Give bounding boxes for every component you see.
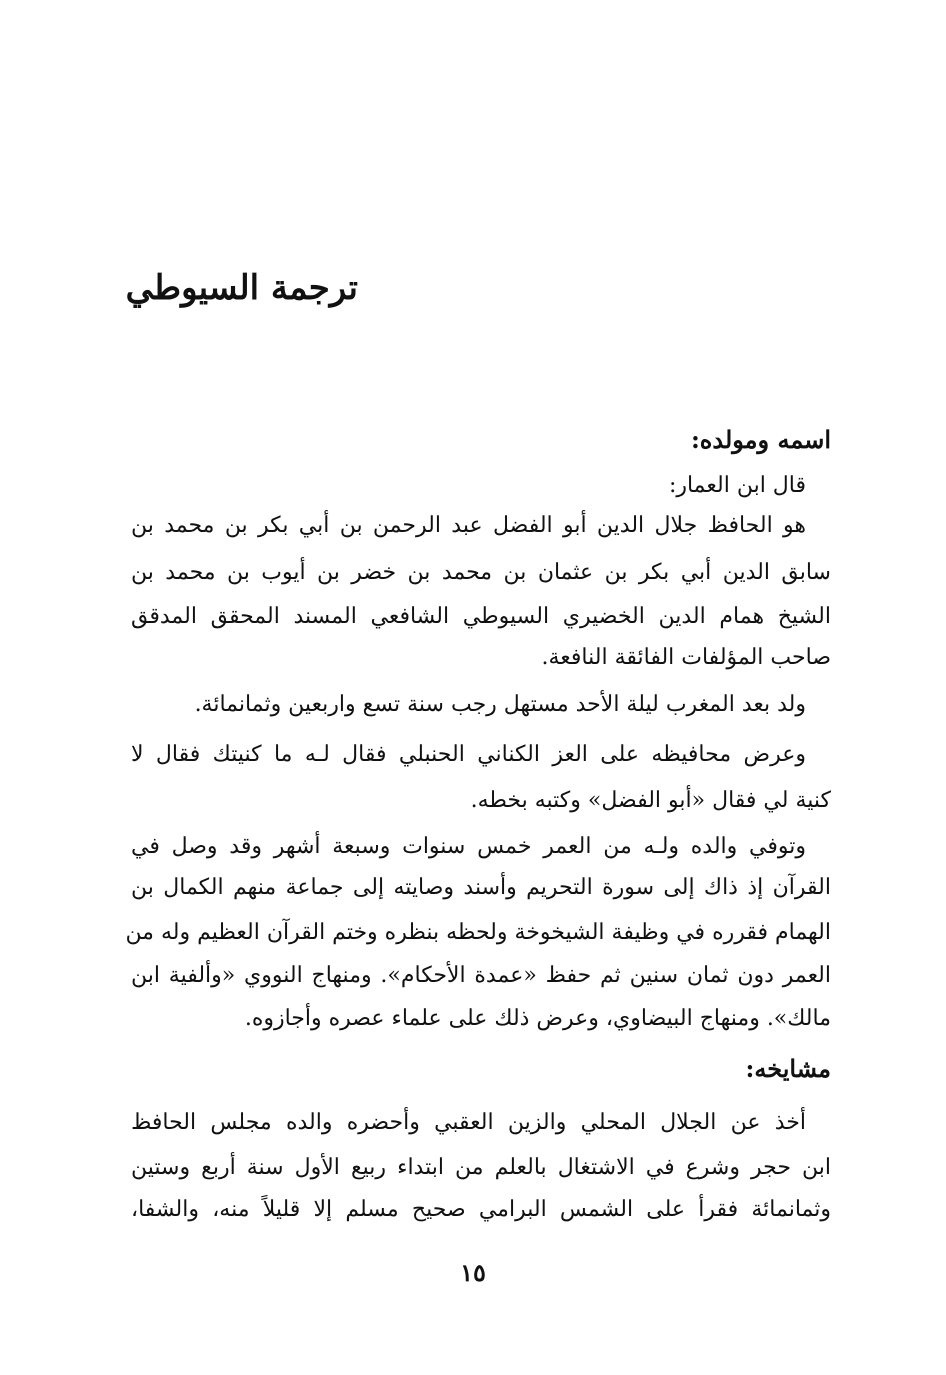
paragraph-line: قال ابن العمار: bbox=[668, 473, 806, 498]
section-heading-birth: اسمه ومولده: bbox=[690, 425, 831, 454]
paragraph-line: أخذ عن الجلال المحلي والزين العقبي وأحضره والده مجلس الحافظ bbox=[131, 1110, 806, 1135]
paragraph-line: هو الحافظ جلال الدين أبو الفضل عبد الرحمن بن أبي بكر بن محمد بن bbox=[131, 513, 806, 538]
paragraph-line: الهمام فقرره في وظيفة الشيخوخة ولحظه بنظره وختم القرآن العظيم وله من bbox=[125, 920, 831, 945]
paragraph-line: وتوفي والده ولـه من العمر خمس سنوات وسبعة أشهر وقد وصل في bbox=[131, 834, 806, 859]
paragraph-line: القرآن إذ ذاك إلى سورة التحريم وأسند وصايته إلى جماعة منهم الكمال بن bbox=[131, 875, 831, 900]
paragraph-line: مالك». ومنهاج البيضاوي، وعرض ذلك على علماء عصره وأجازوه. bbox=[244, 1006, 831, 1031]
page-title: ترجمة السيوطي bbox=[125, 268, 358, 308]
paragraph-line: ولد بعد المغرب ليلة الأحد مستهل رجب سنة تسع واربعين وثمانمائة. bbox=[194, 692, 806, 717]
paragraph-line: سابق الدين أبي بكر بن عثمان بن محمد بن خضر بن أيوب بن محمد بن bbox=[131, 560, 831, 585]
paragraph-line: صاحب المؤلفات الفائقة النافعة. bbox=[541, 645, 831, 670]
page-number: ١٥ bbox=[460, 1258, 486, 1287]
paragraph-line: كنية لي فقال «أبو الفضل» وكتبه بخطه. bbox=[470, 788, 831, 813]
section-heading-teachers: مشايخه: bbox=[745, 1054, 831, 1083]
paragraph-line: وعرض محافيظه على العز الكناني الحنبلي فقال لـه ما كنيتك فقال لا bbox=[131, 742, 806, 767]
paragraph-line: الشيخ همام الدين الخضيري السيوطي الشافعي المسند المحقق المدقق bbox=[131, 604, 831, 629]
paragraph-line: وثمانمائة فقرأ على الشمس البرامي صحيح مسلم إلا قليلاً منه، والشفا، bbox=[131, 1197, 831, 1222]
paragraph-line: ابن حجر وشرع في الاشتغال بالعلم من ابتداء ربيع الأول سنة أربع وستين bbox=[131, 1155, 831, 1180]
paragraph-line: العمر دون ثمان سنين ثم حفظ «عمدة الأحكام». ومنهاج النووي «وألفية ابن bbox=[131, 963, 831, 988]
